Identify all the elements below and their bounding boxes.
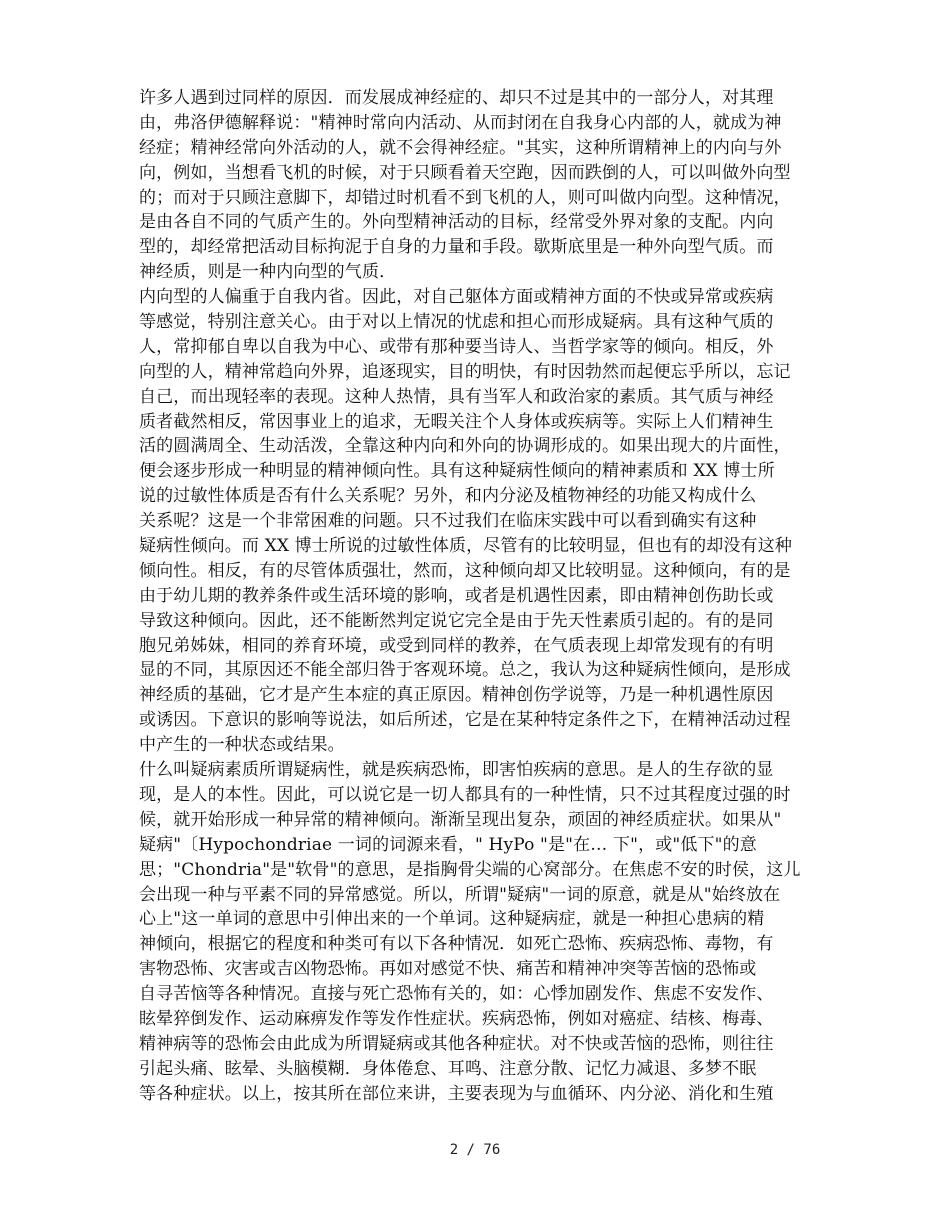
text-line: 胞兄弟姊妹，相同的养育环境，或受到同样的教养，在气质表现上却常发现有的有明	[139, 635, 774, 656]
text-line: 倾向性。相反，有的尽管体质强壮，然而，这种倾向却又比较明显。这种倾向，有的是	[139, 560, 791, 581]
text-line: 活的圆满周全、生动活泼，全靠这种内向和外向的协调形成的。如果出现大的片面性，	[139, 436, 791, 457]
text-line: 害物恐怖、灾害或吉凶物恐怖。再如对感觉不快、痛苦和精神冲突等苦恼的恐怖或	[139, 959, 757, 980]
text-line: 中产生的一种状态或结果。	[139, 735, 345, 756]
text-line: 向，例如，当想看飞机的时候，对于只顾看着天空跑，因而跌倒的人，可以叫做外向型	[139, 162, 791, 183]
text-line: 经症；精神经常向外活动的人，就不会得神经症。"其实，这种所谓精神上的内向与外	[139, 137, 782, 158]
text-line: 等感觉，特别注意关心。由于对以上情况的忧虑和担心而形成疑病。具有这种气质的	[139, 312, 774, 333]
text-line: 说的过敏性体质是否有什么关系呢？另外，和内分泌及植物神经的功能又构成什么	[139, 486, 757, 507]
text-line: 由，弗洛伊德解释说："精神时常向内活动、从而封闭在自我身心内部的人，就成为神	[139, 112, 782, 133]
text-line: 精神病等的恐怖会由此成为所谓疑病或其他各种症状。对不快或苦恼的恐怖，则往往	[139, 1033, 774, 1054]
text-line: 的；而对于只顾注意脚下，却错过时机看不到飞机的人，则可叫做内向型。这种情况，	[139, 187, 791, 208]
text-line: 候，就开始形成一种异常的精神倾向。渐渐呈现出复杂，顽固的神经质症状。如果从"	[139, 809, 782, 830]
text-line: 许多人遇到过同样的原因．而发展成神经症的、却只不过是其中的一部分人，对其理	[139, 88, 774, 108]
text-line: 会出现一种与平素不同的异常感觉。所以，所谓"疑病"一词的原意，就是从"始终放在	[139, 884, 781, 905]
text-line: 神经质，则是一种内向型的气质．	[139, 262, 397, 283]
text-line: 内向型的人偏重于自我内省。因此，对自己躯体方面或精神方面的不快或异常或疾病	[139, 287, 774, 308]
text-line: 关系呢？这是一个非常困难的问题。只不过我们在临床实践中可以看到确实有这种	[139, 511, 757, 532]
text-line: 自己，而出现轻率的表现。这种人热情，具有当军人和政治家的素质。其气质与神经	[139, 386, 774, 407]
text-line: 神倾向，根据它的程度和种类可有以下各种情况．如死亡恐怖、疾病恐怖、毒物，有	[139, 934, 774, 955]
text-line: 质者截然相反，常因事业上的追求，无暇关注个人身体或疾病等。实际上人们精神生	[139, 411, 774, 432]
text-line: 型的，却经常把活动目标拘泥于自身的力量和手段。歇斯底里是一种外向型气质。而	[139, 237, 774, 258]
text-line: 等各种症状。以上，按其所在部位来讲，主要表现为与血循环、内分泌、消化和生殖	[139, 1083, 774, 1104]
text-line: 眩晕猝倒发作、运动麻痹发作等发作性症状。疾病恐怖，例如对癌症、结核、梅毒、	[139, 1008, 774, 1029]
text-line: 自寻苦恼等各种情况。直接与死亡恐怖有关的，如：心悸加剧发作、焦虑不安发作、	[139, 984, 774, 1005]
text-line: 显的不同，其原因还不能全部归咎于客观环境。总之，我认为这种疑病性倾向，是形成	[139, 660, 791, 681]
text-line: 疑病性倾向。而 XX 博士所说的过敏性体质，尽管有的比较明显，但也有的却没有这种	[139, 536, 793, 557]
text-line: 心上"这一单词的意思中引伸出来的一个单词。这种疑病症，就是一种担心患病的精	[139, 909, 765, 930]
text-line: 向型的人，精神常趋向外界，追逐现实，目的明快，有时因勃然而起便忘乎所以，忘记	[139, 361, 791, 382]
text-line: 现，是人的本性。因此，可以说它是一切人都具有的一种性情，只不过其程度过强的时	[139, 784, 791, 805]
text-line: 神经质的基础，它才是产生本症的真正原因。精神创伤学说等，乃是一种机遇性原因	[139, 685, 774, 706]
text-line: 思；"Chondria"是"软骨"的意思，是指胸骨尖端的心窝部分。在焦虑不安的时侯，这儿	[139, 859, 801, 880]
text-line: 疑病"〔Hypochondriae 一词的词源来看，" HyPo "是"在… 下"，或"低下"的意	[139, 834, 757, 855]
page-number: 2 / 76	[449, 1142, 501, 1158]
text-line: 引起头痛、眩晕、头脑模糊．身体倦怠、耳鸣、注意分散、记忆力减退、多梦不眠	[139, 1058, 757, 1079]
text-line: 或诱因。下意识的影响等说法，如后所述，它是在某种特定条件之下，在精神活动过程	[139, 710, 791, 731]
text-line: 什么叫疑病素质所谓疑病性，就是疾病恐怖，即害怕疾病的意思。是人的生存欲的显	[139, 760, 774, 781]
body-text	[139, 86, 815, 1107]
text-line: 人，常抑郁自卑以自我为中心、或带有那种要当诗人、当哲学家等的倾向。相反，外	[139, 336, 774, 357]
text-line: 由于幼儿期的教养条件或生活环境的影响，或者是机遇性因素，即由精神创伤助长或	[139, 585, 774, 606]
text-line: 便会逐步形成一种明显的精神倾向性。具有这种疑病性倾向的精神素质和 XX 博士所	[139, 461, 775, 482]
text-line: 导致这种倾向。因此，还不能断然判定说它完全是由于先天性素质引起的。有的是同	[139, 610, 774, 631]
text-line: 是由各自不同的气质产生的。外向型精神活动的目标，经常受外界对象的支配。内向	[139, 212, 774, 233]
